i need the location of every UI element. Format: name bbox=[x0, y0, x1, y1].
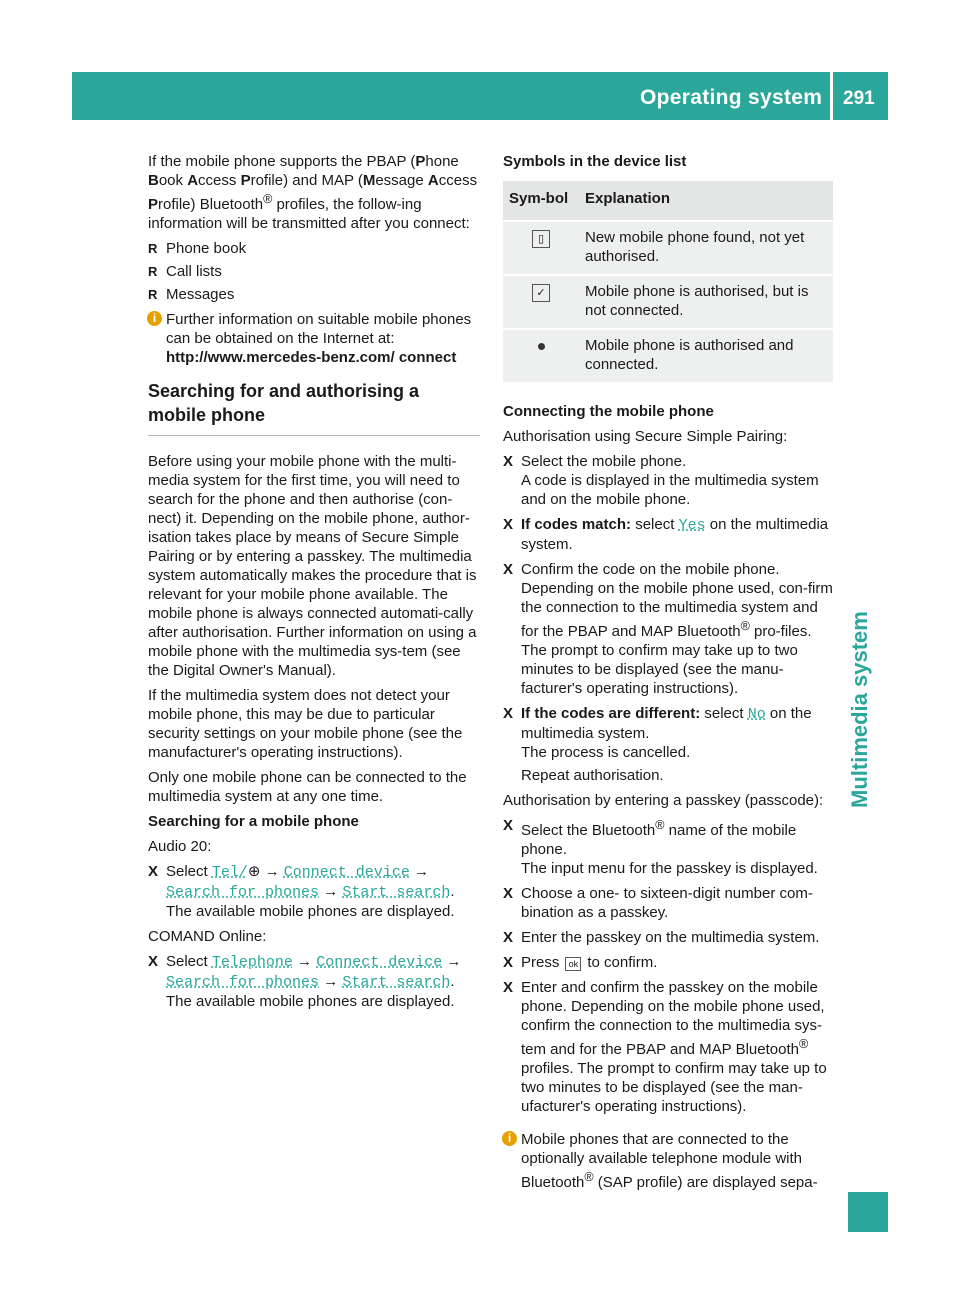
paragraph: Authorisation by entering a passkey (passcode): bbox=[503, 792, 824, 809]
paragraph: Before using your mobile phone with the multi-media system for the first time, you will need to search for the phone and then authorise (con-nect) it. Depending on the mobile phone, author-isation takes place by means of Secure Simple Pairing or by entering a passkey. The multimedia system automatically makes the procedure that is relevant for your mobile phone available. The mobile phone is always connected automati-cally after authorisation. Further information on using a mobile phone with the multimedia sys-tem (see the Digital Owner's Manual). bbox=[148, 453, 477, 679]
paragraph: Only one mobile phone can be connected to the multimedia system at any one time. bbox=[148, 769, 467, 805]
sub-heading: Searching for a mobile phone bbox=[148, 813, 359, 830]
step-arrow-icon: X bbox=[503, 929, 514, 946]
step-arrow-icon: X bbox=[148, 863, 159, 880]
connect-heading: Connecting the mobile phone bbox=[503, 403, 714, 420]
step-item: X Enter and confirm the passkey on the mobile phone. Depending on the mobile phone used, confirm the connection to the multimedia sys-tem and for the PBAP and MAP Bluetooth® profiles. The prompt to confirm may take up to two minutes to be displayed (see the man-ufacturer's operating instructions). bbox=[503, 979, 827, 1115]
info-url[interactable]: http://www.mercedes-benz.com/ connect bbox=[166, 349, 457, 366]
step-arrow-icon: X bbox=[503, 954, 514, 971]
symbols-heading: Symbols in the device list bbox=[503, 153, 687, 170]
list-item: R Phone book bbox=[148, 239, 480, 258]
dot-icon bbox=[538, 343, 545, 350]
no-option[interactable]: No bbox=[747, 706, 766, 723]
step-arrow-icon: X bbox=[503, 885, 514, 902]
page-number: 291 bbox=[843, 88, 875, 109]
step-item: X Select the mobile phone. A code is displayed in the multimedia system and on the mobile phone. bbox=[503, 453, 819, 508]
info-note: i Further information on suitable mobile phones can be obtained on the Internet at: http://www.mercedes-benz.com/ connect bbox=[148, 310, 480, 367]
info-icon: i bbox=[502, 1131, 517, 1146]
step-item: X Enter the passkey on the multimedia system. bbox=[503, 929, 820, 946]
menu-search-for-phones[interactable]: Search for phones bbox=[166, 884, 320, 901]
step-arrow-icon: X bbox=[503, 453, 514, 470]
right-column bbox=[503, 152, 833, 1202]
info-icon: i bbox=[147, 311, 162, 326]
menu-telephone[interactable]: Telephone bbox=[211, 954, 293, 971]
step-arrow-icon: X bbox=[503, 561, 514, 578]
side-tab-marker bbox=[848, 1192, 888, 1232]
side-tab bbox=[846, 611, 886, 808]
step-item: X Confirm the code on the mobile phone. Depending on the mobile phone used, con-firm the connection to the multimedia system and for the PBAP and MAP Bluetooth® pro-files. The prompt to confirm may take up to two minutes to be displayed (see the manu-facturer's operating instructions). bbox=[503, 561, 833, 697]
menu-start-search[interactable]: Start search bbox=[342, 884, 451, 901]
paragraph: If the multimedia system does not detect your mobile phone, this may be due to particular security settings on your mobile phone (see the manufacturer's operating instructions). bbox=[148, 687, 463, 761]
list-item: R Messages bbox=[148, 285, 480, 304]
side-tab-label: Multimedia system bbox=[847, 611, 872, 808]
step-item: X If the codes are different: select No on the multimedia system. The process is cancelled. Repeat authorisation. bbox=[503, 705, 812, 784]
header-separator bbox=[830, 72, 833, 120]
menu-tel[interactable]: Tel/ bbox=[211, 864, 248, 881]
menu-start-search[interactable]: Start search bbox=[342, 974, 451, 991]
menu-connect-device[interactable]: Connect device bbox=[283, 864, 410, 881]
globe-icon: ⊕ bbox=[247, 863, 261, 880]
intro-paragraph: If the mobile phone supports the PBAP (Phone Book Access Profile) and MAP (Message Access Profile) Bluetooth® profiles, the follow-ing information will be transmitted after you connect: bbox=[148, 153, 478, 232]
step-item: X Select Tel/⊕ → Connect device → Search for phones → Start search. The available mobile phones are displayed. bbox=[148, 863, 455, 920]
step-item: X Press ok to confirm. bbox=[503, 954, 658, 971]
menu-connect-device[interactable]: Connect device bbox=[316, 954, 443, 971]
step-item: X If codes match: select Yes on the multimedia system. bbox=[503, 516, 829, 553]
page-title: Operating system bbox=[640, 86, 823, 109]
section-title: Searching for and authorising a mobile phone bbox=[148, 381, 420, 425]
table-row: ✓ Mobile phone is authorised, but is not connected. bbox=[503, 275, 833, 329]
table-row: ▯ New mobile phone found, not yet authorised. bbox=[503, 221, 833, 275]
menu-search-for-phones[interactable]: Search for phones bbox=[166, 974, 320, 991]
step-item: X Select Telephone → Connect device → Search for phones → Start search. The available mobile phones are displayed. bbox=[148, 953, 462, 1010]
step-arrow-icon: X bbox=[503, 516, 514, 533]
table-header-symbol: Sym-bol bbox=[503, 181, 579, 221]
list-item: R Call lists bbox=[148, 262, 480, 281]
step-arrow-icon: X bbox=[503, 979, 514, 996]
step-item: X Select the Bluetooth® name of the mobile phone. The input menu for the passkey is displayed. bbox=[503, 817, 818, 877]
step-arrow-icon: X bbox=[503, 817, 514, 834]
section-divider bbox=[148, 435, 480, 436]
step-item: X Choose a one- to sixteen-digit number com-bination as a passkey. bbox=[503, 885, 813, 921]
phone-authorised-icon: ✓ bbox=[532, 284, 550, 302]
paragraph: Authorisation using Secure Simple Pairing: bbox=[503, 428, 788, 445]
step-arrow-icon: X bbox=[148, 953, 159, 970]
table-row: Mobile phone is authorised and connected. bbox=[503, 329, 833, 382]
comand-label: COMAND Online: bbox=[148, 928, 267, 945]
phone-new-icon: ▯ bbox=[532, 230, 550, 248]
step-arrow-icon: X bbox=[503, 705, 514, 722]
table-header-explanation: Explanation bbox=[579, 181, 833, 221]
yes-option[interactable]: Yes bbox=[678, 517, 706, 534]
symbol-table bbox=[503, 181, 833, 382]
info-note: i Mobile phones that are connected to the optionally available telephone module with Bluetooth® (SAP profile) are displayed sepa- bbox=[503, 1130, 833, 1192]
left-column bbox=[148, 152, 480, 1017]
audio-label: Audio 20: bbox=[148, 838, 212, 855]
ok-key-icon: ok bbox=[565, 957, 581, 971]
